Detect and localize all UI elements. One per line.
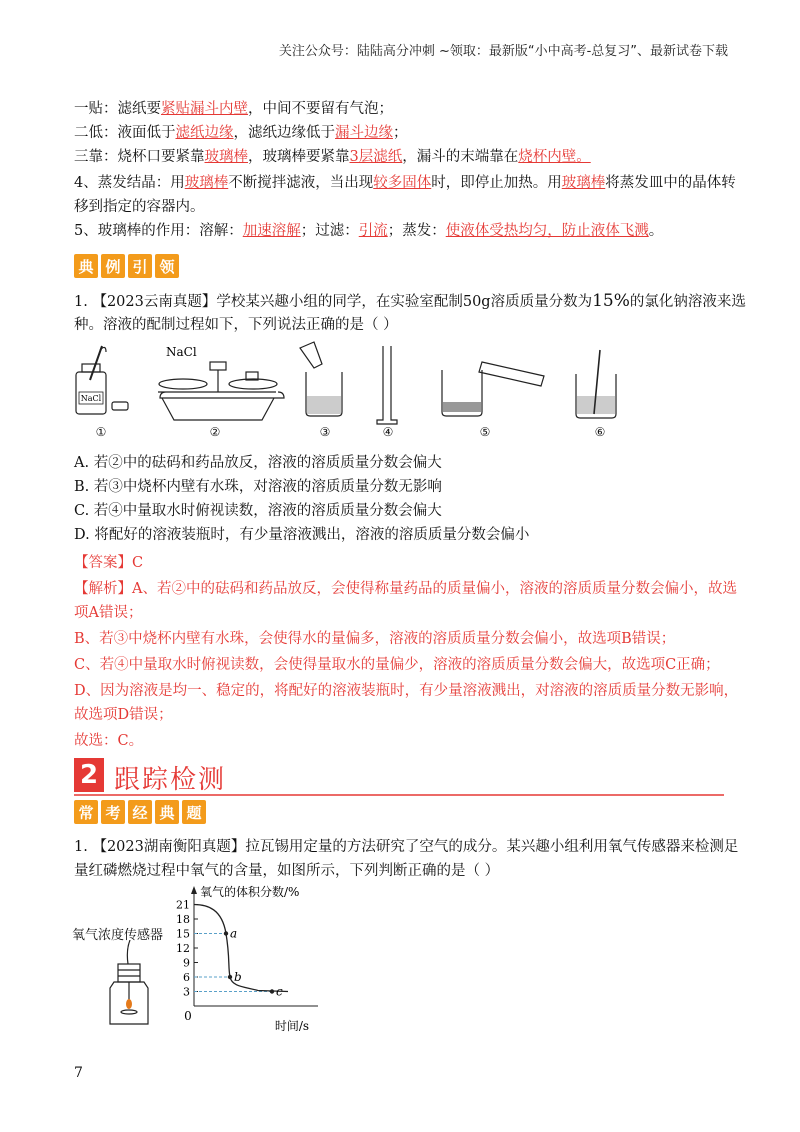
answer-text: 玻璃棒 xyxy=(204,149,248,165)
sensor-apparatus-figure xyxy=(100,940,160,1030)
tag-char: 例 xyxy=(101,254,125,278)
answer-text: 玻璃棒 xyxy=(184,175,229,191)
bottle-cap-icon xyxy=(112,402,128,410)
bottle-label: NaCl xyxy=(80,394,102,403)
tilted-cylinder-icon xyxy=(479,362,544,386)
tag-char: 引 xyxy=(128,254,152,278)
text: 三靠：烧杯口要紧靠 xyxy=(74,149,205,165)
option-a: A. 若②中的砝码和药品放反，溶液的溶质质量分数会偏大 xyxy=(74,455,442,471)
balance-icon xyxy=(158,392,284,398)
nacl-label: NaCl xyxy=(166,345,197,359)
chart-y-tick-label: 6 xyxy=(183,971,190,984)
y-axis-arrow-icon xyxy=(191,886,197,894)
chart-origin-label: 0 xyxy=(184,1009,192,1023)
sensor-label: 氧气浓度传感器 xyxy=(72,928,164,943)
analysis-line-6: 故选项D错误； xyxy=(74,707,173,723)
tag-char: 考 xyxy=(101,800,125,824)
q1-line-1 xyxy=(74,290,746,313)
stopper-icon xyxy=(118,964,140,982)
analysis-line-2: 项A错误； xyxy=(74,605,143,621)
text: ，漏斗的末端靠在 xyxy=(402,149,519,165)
text: 的氯化钠溶液来选 xyxy=(629,294,746,310)
chart-y-tick-label: 21 xyxy=(176,898,190,912)
figure-label-2: ② xyxy=(209,425,221,439)
solution-prep-figure xyxy=(70,340,630,446)
page-number: 7 xyxy=(74,1065,83,1081)
text-line-3 xyxy=(74,146,591,168)
text: 4、蒸发结晶：用 xyxy=(74,175,185,191)
chart-point xyxy=(270,989,274,993)
analysis-line-5: D、因为溶液是均一、稳定的，将配好的溶液装瓶时，有少量溶液溅出，对溶液的溶质质量分数无影响， xyxy=(74,683,739,699)
tag-char: 经 xyxy=(128,800,152,824)
header-text: 关注公众号：陆陆高分冲刺 ~领取：最新版“小中高考-总复习”、最新试卷下载 xyxy=(278,44,728,59)
answer-text: 滤纸边缘 xyxy=(175,125,234,141)
figure-label-1: ① xyxy=(95,425,107,439)
analysis-line-1: 【解析】A、若②中的砝码和药品放反，会使得称量药品的质量偏小，溶液的溶质质量分数会偏小，故选 xyxy=(74,581,737,597)
text: 。 xyxy=(648,223,664,239)
text: 一贴：滤纸要 xyxy=(74,101,161,117)
figure-label-6: ⑥ xyxy=(594,425,606,439)
answer-text: 3层滤纸 xyxy=(349,149,403,165)
answer-text: 较多固体 xyxy=(373,175,432,191)
chart-y-label: 氧气的体积分数/% xyxy=(200,885,300,899)
chart-point xyxy=(224,931,228,935)
text: 将蒸发皿中的晶体转 xyxy=(605,175,736,191)
section-tag-examples xyxy=(74,254,179,278)
oxygen-chart xyxy=(168,884,328,1032)
q1-line-2: 种。溶液的配制过程如下，下列说法正确的是（ ） xyxy=(74,317,398,333)
graduated-cylinder-icon xyxy=(377,346,397,424)
answer-text: 使液体受热均匀，防止液体飞溅 xyxy=(445,223,649,239)
text-line-1 xyxy=(74,98,393,120)
analysis-line-7: 故选：C。 xyxy=(74,733,144,749)
chart-point-label: a xyxy=(230,926,238,941)
text: 不断搅拌滤液，当出现 xyxy=(228,175,374,191)
chart-y-tick-label: 15 xyxy=(176,927,190,941)
q2-line-2: 量红磷燃烧过程中氧气的含量，如图所示，下列判断正确的是（ ） xyxy=(74,863,500,879)
chart-y-tick-label: 3 xyxy=(183,985,190,999)
option-b: B. 若③中烧杯内壁有水珠，对溶液的溶质质量分数无影响 xyxy=(74,479,442,495)
option-c: C. 若④中量取水时俯视读数，溶液的溶质质量分数会偏大 xyxy=(74,503,442,519)
text: 5、玻璃棒的作用：溶解： xyxy=(74,223,243,239)
chart-point-label: b xyxy=(234,970,242,984)
text: 二低：液面低于 xyxy=(74,125,176,141)
figure-label-3: ③ xyxy=(319,425,331,439)
option-d: D. 将配好的溶液装瓶时，有少量溶液溅出，溶液的溶质质量分数会偏小 xyxy=(74,527,530,543)
chart-y-tick-label: 18 xyxy=(176,913,190,926)
flame-icon xyxy=(126,999,132,1009)
chart-y-tick-label: 12 xyxy=(176,942,190,955)
tag-char: 常 xyxy=(74,800,98,824)
text: ，中间不要留有气泡； xyxy=(248,101,393,117)
text-line-4 xyxy=(74,172,736,194)
percent-text: 15% xyxy=(592,291,630,311)
chart-point-label: c xyxy=(276,984,283,999)
text-line-4b: 移到指定的容器内。 xyxy=(74,199,205,215)
analysis-line-3: B、若③中烧杯内壁有水珠，会使得水的量偏多，溶液的溶质质量分数会偏小，故选项B错误； xyxy=(74,631,676,647)
text: ；蒸发： xyxy=(387,223,446,239)
tag-char: 典 xyxy=(74,254,98,278)
text-line-5 xyxy=(74,220,663,242)
section-number: 2 xyxy=(74,758,104,792)
chart-point xyxy=(228,975,232,979)
answer-text: 玻璃棒 xyxy=(561,175,606,191)
chart-x-label: 时间/s xyxy=(274,1019,310,1032)
answer-text: 漏斗边缘 xyxy=(335,125,393,141)
text: ； xyxy=(393,125,408,141)
text: ；过滤： xyxy=(300,223,359,239)
tag-char: 领 xyxy=(155,254,179,278)
tag-char: 题 xyxy=(182,800,206,824)
page-header xyxy=(0,0,800,80)
answer-line: 【答案】C xyxy=(74,555,144,571)
section-tag-classic xyxy=(74,800,206,824)
q2-line-1: 1. 【2023湖南衡阳真题】拉瓦锡用定量的方法研究了空气的成分。某兴趣小组利用氧气传感器来检测足 xyxy=(74,839,739,855)
text: 时，即停止加热。用 xyxy=(431,175,562,191)
text: ，玻璃棒要紧靠 xyxy=(248,149,350,165)
analysis-line-4: C、若④中量取水时俯视读数，会使得量取水的量偏少，溶液的溶质质量分数会偏大，故选项C正确； xyxy=(74,657,720,673)
text-line-2 xyxy=(74,122,408,144)
answer-text: 加速溶解 xyxy=(242,223,301,239)
chart-y-tick-label: 9 xyxy=(183,956,190,970)
answer-text: 引流 xyxy=(358,223,388,239)
figure-label-5: ⑤ xyxy=(479,425,491,439)
answer-text: 紧贴漏斗内壁 xyxy=(161,101,248,117)
tag-char: 典 xyxy=(155,800,179,824)
text: 1. 【2023云南真题】学校某兴趣小组的同学，在实验室配制50g溶质质量分数为 xyxy=(74,294,593,310)
answer-text: 烧杯内壁。 xyxy=(518,149,591,165)
section-divider xyxy=(74,793,724,797)
figure-label-4: ④ xyxy=(382,425,394,439)
section-title: 跟踪检测 xyxy=(114,765,227,795)
text: ，滤纸边缘低于 xyxy=(233,125,335,141)
